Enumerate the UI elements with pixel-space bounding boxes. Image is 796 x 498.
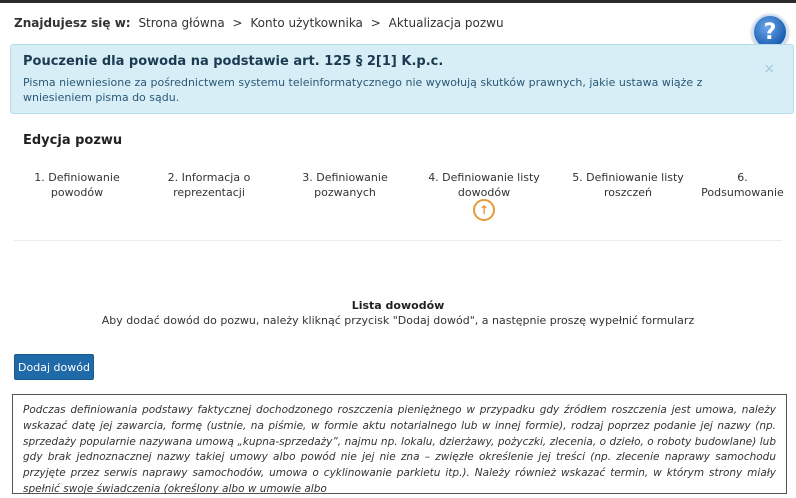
step-label: 6. <box>737 171 748 184</box>
step-label: powodów <box>50 186 104 199</box>
step-evidence[interactable] <box>419 170 549 200</box>
breadcrumb-current: Aktualizacja pozwu <box>388 16 504 30</box>
step-representation[interactable] <box>154 170 264 200</box>
step-label: Podsumowanie <box>701 186 784 199</box>
step-claims[interactable] <box>563 170 693 200</box>
step-label: 3. Definiowanie <box>302 171 388 184</box>
breadcrumb <box>14 16 504 30</box>
help-icon[interactable]: ? <box>752 14 788 50</box>
step-summary[interactable] <box>700 170 785 200</box>
evidence-list-title: Lista dowodów <box>351 299 445 312</box>
step-label: 5. Definiowanie listy <box>572 171 684 184</box>
step-label: roszczeń <box>603 186 653 199</box>
wizard-steps <box>14 170 786 230</box>
step-label: 2. Informacja o <box>167 171 251 184</box>
evidence-list-description: Aby dodać dowód do pozwu, należy kliknąć przycisk "Dodaj dowód", a następnie proszę wypełnić formularz <box>101 314 695 327</box>
add-evidence-button[interactable]: Dodaj dowód <box>14 354 94 380</box>
breadcrumb-lead: Znajdujesz się w: <box>14 16 131 30</box>
step-label: dowodów <box>457 186 511 199</box>
step-label: 1. Definiowanie <box>34 171 120 184</box>
close-icon[interactable]: × <box>763 61 775 77</box>
section-title: Edycja pozwu <box>23 133 123 148</box>
divider <box>14 240 782 241</box>
breadcrumb-separator: > <box>370 16 381 30</box>
instruction-box <box>12 394 787 494</box>
breadcrumb-home[interactable]: Strona główna <box>138 16 225 30</box>
step-defendants[interactable] <box>290 170 400 200</box>
step-label: pozwanych <box>314 186 376 199</box>
step-plaintiffs[interactable] <box>22 170 132 200</box>
instruction-text: Podczas definiowania podstawy faktycznej dochodzonego roszczenia pieniężnego w przypadku gdy źródłem roszczenia jest umowa, należy wskazać datę jej zawarcia, formę (ustnie, na piśmie, w formie aktu notarialnego lub w innej formie), rodzaj poprzez podanie jej nazwy (np. sprzedaży popularnie nazywana umową „kupna-sprzedaży”, najmu np. lokalu, dzierżawy, pożyczki, zlecenia, o dzieło, o roboty budowlane) lub gdy brak jednoznacznej nazwy takiej umowy albo powód nie jej nie zna – zwięzłe określenie jej treści (np. zlecenie naprawy samochodu przyjęte przez serwis naprawy samochodów, umowa o cyklinowanie parkietu itp.). Należy również wskazać termin, w którym strony miały spełnić swoje świadczenia (określony albo w umowie albo <box>23 404 776 495</box>
step-label: 4. Definiowanie listy <box>428 171 540 184</box>
current-step-arrow-up-icon: ↑ <box>473 199 495 221</box>
top-strip <box>0 0 796 3</box>
notice-text: Pisma niewniesione za pośrednictwem systemu teleinformatycznego nie wywołują skutków prawnych, jakie ustawa wiąże z wniesieniem pisma do sądu. <box>23 76 703 104</box>
notice-title: Pouczenie dla powoda na podstawie art. 125 § 2[1] K.p.c. <box>23 54 444 69</box>
step-label: reprezentacji <box>173 186 245 199</box>
notice-alert <box>10 44 794 114</box>
breadcrumb-separator: > <box>232 16 243 30</box>
breadcrumb-account[interactable]: Konto użytkownika <box>250 16 363 30</box>
